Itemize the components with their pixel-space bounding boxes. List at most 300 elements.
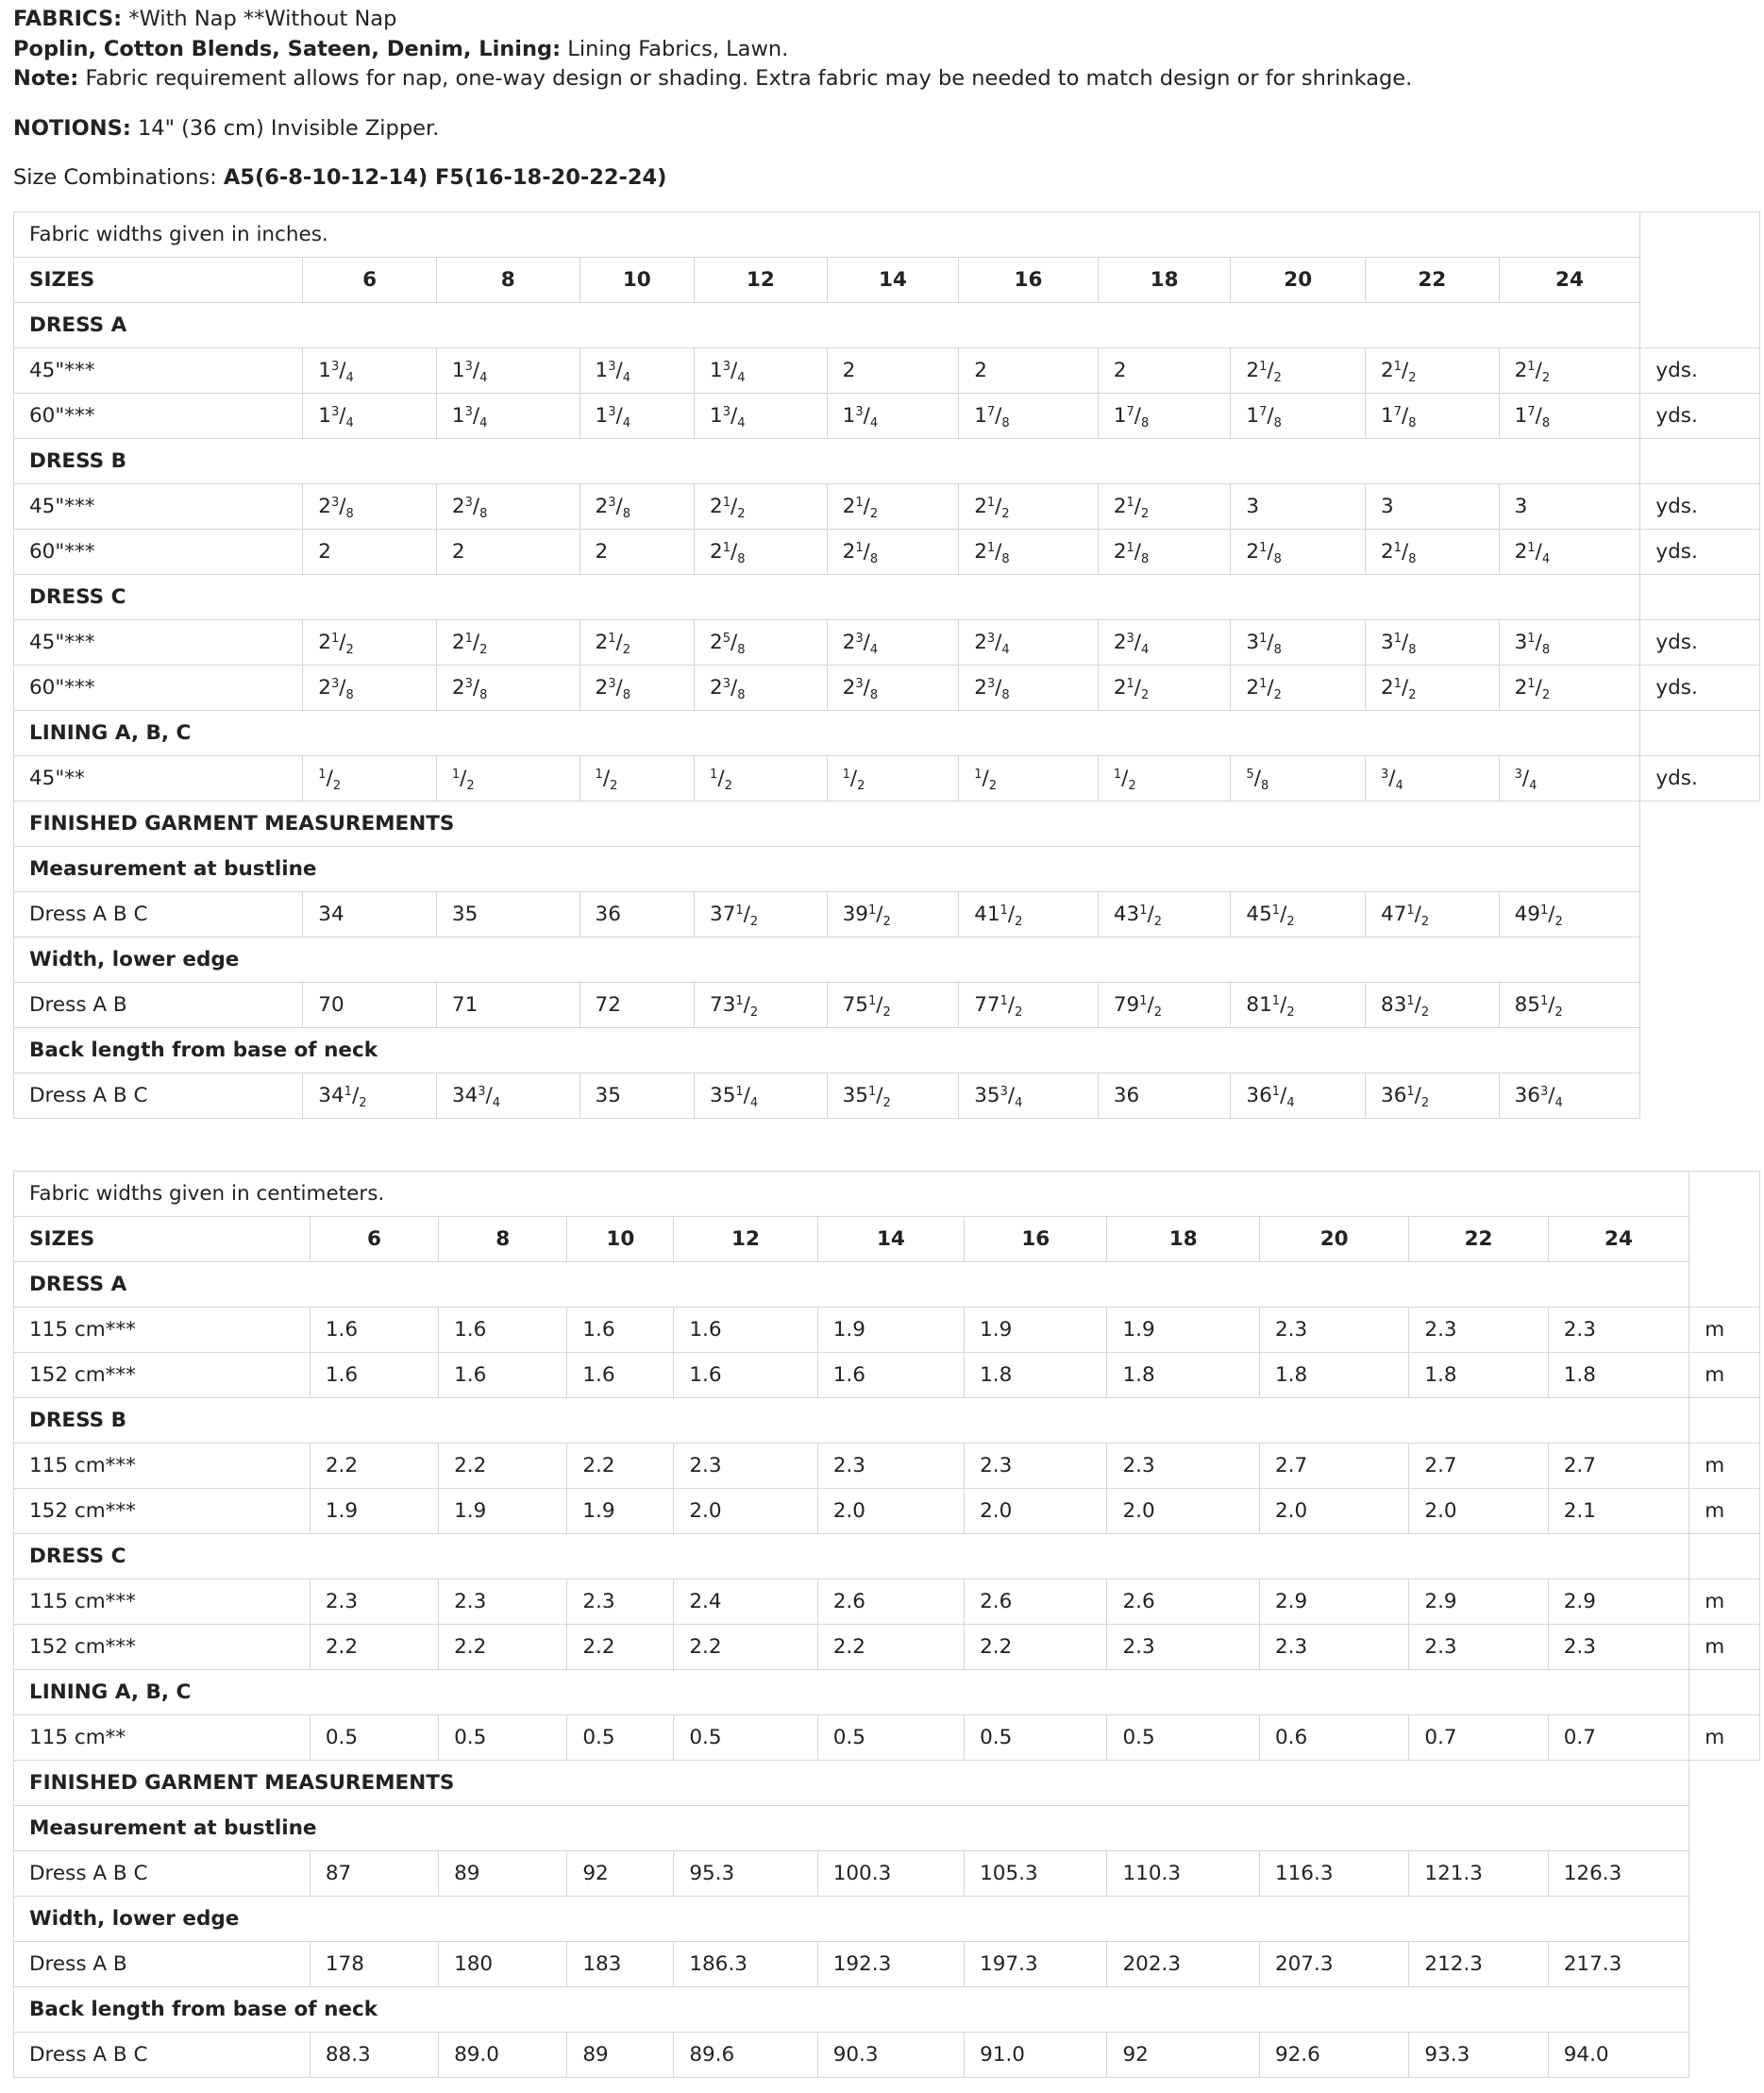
value-cell	[1107, 1851, 1259, 1897]
value-cell	[817, 1579, 964, 1625]
value-text: 2.3	[454, 1590, 487, 1613]
value-text: 2.3	[582, 1590, 615, 1613]
size-header-16: 16	[959, 258, 1099, 303]
size-header-14: 14	[817, 1217, 964, 1262]
value-text: 0.5	[325, 1726, 359, 1749]
value-text: $^3/_4$	[1514, 767, 1537, 793]
value-cell	[827, 1073, 959, 1119]
value-cell	[1098, 892, 1231, 937]
value-text: $34^3/_4$	[451, 1084, 501, 1110]
group-row	[14, 439, 1760, 484]
value-cell	[1366, 348, 1500, 394]
value-cell	[580, 892, 695, 937]
value-cell	[817, 1851, 964, 1897]
value-cell	[1548, 1443, 1689, 1489]
value-cell	[1409, 1489, 1548, 1534]
value-cell	[959, 530, 1099, 575]
group-row	[14, 1806, 1760, 1851]
value-text: 1.6	[454, 1363, 487, 1387]
value-text: $2^1/_2$	[1113, 676, 1150, 702]
notions-label: NOTIONS:	[13, 116, 131, 141]
value-text: $2^1/_2$	[1381, 676, 1417, 702]
value-text: 2.7	[1274, 1454, 1308, 1477]
unit-cell: yds.	[1640, 348, 1760, 394]
value-cell	[1098, 1073, 1231, 1119]
value-cell	[567, 1625, 674, 1670]
value-text: 91.0	[980, 2043, 1025, 2067]
value-cell	[959, 892, 1099, 937]
value-text: 2.3	[832, 1454, 865, 1477]
value-cell	[1259, 1579, 1408, 1625]
table-row	[14, 1353, 1760, 1398]
value-text: $1^3/_4$	[710, 404, 746, 430]
value-text: $2^3/_8$	[451, 495, 488, 521]
value-text: 1.6	[454, 1318, 487, 1342]
value-cell	[695, 394, 828, 439]
value-text: $77^1/_2$	[974, 993, 1023, 1020]
group-row	[14, 937, 1760, 983]
value-cell	[1259, 1625, 1408, 1670]
unit-blank-cell	[1640, 711, 1760, 756]
value-cell	[1499, 756, 1640, 802]
value-cell	[303, 756, 437, 802]
value-cell	[959, 484, 1099, 530]
value-text: 2.3	[1563, 1635, 1596, 1659]
table-row	[14, 1715, 1760, 1761]
value-text: 2.7	[1424, 1454, 1457, 1477]
value-cell	[436, 892, 580, 937]
value-cell	[674, 1443, 817, 1489]
value-text: $^1/_2$	[710, 767, 732, 793]
value-text: 2.6	[1122, 1590, 1155, 1613]
value-text: 192.3	[832, 1952, 892, 1976]
value-text: 2.3	[1274, 1318, 1308, 1342]
row-label: 115 cm***	[14, 1443, 311, 1489]
value-cell	[674, 1489, 817, 1534]
value-cell	[1409, 1715, 1548, 1761]
table-row	[14, 756, 1760, 802]
table-row	[14, 484, 1760, 530]
section-heading: Back length from base of neck	[14, 1028, 1640, 1073]
value-text: $73^1/_2$	[710, 993, 759, 1020]
value-cell	[310, 1308, 438, 1353]
value-cell	[310, 1353, 438, 1398]
value-cell	[1409, 1353, 1548, 1398]
value-text: $2^3/_4$	[1113, 631, 1150, 657]
value-text: 3	[1246, 495, 1260, 518]
value-cell	[1259, 1353, 1408, 1398]
value-cell	[303, 983, 437, 1028]
group-heading: LINING A, B, C	[14, 1670, 1689, 1715]
value-cell	[1107, 1489, 1259, 1534]
value-text: $2^1/_2$	[595, 631, 631, 657]
value-text: 2.0	[689, 1499, 722, 1523]
value-cell	[580, 348, 695, 394]
table-row	[14, 1073, 1760, 1119]
group-row	[14, 1262, 1760, 1308]
value-cell	[1548, 2033, 1689, 2078]
value-cell	[1098, 983, 1231, 1028]
value-text: $2^3/_8$	[710, 676, 746, 702]
value-text: 2.3	[1424, 1635, 1457, 1659]
value-cell	[1098, 394, 1231, 439]
value-cell	[959, 666, 1099, 711]
value-cell	[817, 1443, 964, 1489]
value-cell	[310, 1942, 438, 1987]
value-cell	[1409, 1579, 1548, 1625]
value-cell	[439, 1308, 567, 1353]
row-label: 60"***	[14, 394, 303, 439]
value-cell	[1366, 892, 1500, 937]
value-text: 2.3	[1563, 1318, 1596, 1342]
value-text: 0.5	[454, 1726, 487, 1749]
value-text: 35	[595, 1084, 621, 1107]
unit-blank-cell	[1640, 439, 1760, 484]
value-cell	[580, 394, 695, 439]
value-text: $2^5/_8$	[710, 631, 746, 657]
value-cell	[567, 1942, 674, 1987]
value-text: $^1/_2$	[1113, 767, 1136, 793]
value-cell	[965, 1353, 1107, 1398]
value-text: $2^3/_4$	[974, 631, 1010, 657]
value-cell	[695, 348, 828, 394]
value-cell	[959, 394, 1099, 439]
group-heading: DRESS A	[14, 1262, 1689, 1308]
section-heading: Measurement at bustline	[14, 1806, 1689, 1851]
value-text: $^3/_4$	[1381, 767, 1403, 793]
size-header-12: 12	[674, 1217, 817, 1262]
value-cell	[674, 1851, 817, 1897]
value-text: $83^1/_2$	[1381, 993, 1430, 1020]
value-cell	[1366, 620, 1500, 666]
value-cell	[303, 892, 437, 937]
value-text: 2.0	[1122, 1499, 1155, 1523]
unit-cell: m	[1689, 1443, 1760, 1489]
value-cell	[1107, 1715, 1259, 1761]
group-row	[14, 1028, 1760, 1073]
value-cell	[827, 620, 959, 666]
value-text: 183	[582, 1952, 622, 1976]
value-cell	[965, 1715, 1107, 1761]
value-text: $35^1/_4$	[710, 1084, 759, 1110]
group-row	[14, 303, 1760, 348]
value-text: $2^1/_2$	[1246, 676, 1282, 702]
note-line	[13, 63, 1412, 93]
value-cell	[827, 348, 959, 394]
value-cell	[303, 620, 437, 666]
value-text: 180	[454, 1952, 494, 1976]
value-text: $37^1/_2$	[710, 903, 759, 929]
table-row	[14, 666, 1760, 711]
value-cell	[580, 484, 695, 530]
value-cell	[567, 1308, 674, 1353]
value-text: 0.5	[1122, 1726, 1155, 1749]
value-text: $1^7/_8$	[1381, 404, 1417, 430]
row-label: 115 cm***	[14, 1579, 311, 1625]
value-cell	[303, 666, 437, 711]
value-cell	[827, 530, 959, 575]
table-row	[14, 1489, 1760, 1534]
value-text: $2^3/_8$	[595, 676, 631, 702]
size-header-24: 24	[1499, 258, 1640, 303]
unit-blank-cell	[1689, 1534, 1760, 1579]
group-heading: DRESS B	[14, 1398, 1689, 1443]
value-text: $2^3/_8$	[595, 495, 631, 521]
value-cell	[1098, 666, 1231, 711]
value-cell	[959, 348, 1099, 394]
value-text: 89.6	[689, 2043, 735, 2067]
unit-blank-cell	[1689, 1398, 1760, 1443]
unit-cell: yds.	[1640, 484, 1760, 530]
value-cell	[1107, 1942, 1259, 1987]
value-cell	[1259, 2033, 1408, 2078]
value-cell	[959, 1073, 1099, 1119]
value-text: 2.3	[1274, 1635, 1308, 1659]
value-cell	[817, 1625, 964, 1670]
value-cell	[965, 1579, 1107, 1625]
value-text: $2^1/_8$	[974, 540, 1010, 566]
table-row	[14, 1625, 1760, 1670]
value-text: 212.3	[1424, 1952, 1483, 1976]
value-cell	[1231, 666, 1366, 711]
value-cell	[817, 1308, 964, 1353]
value-text: 2	[595, 540, 609, 564]
value-text: $34^1/_2$	[318, 1084, 367, 1110]
value-cell	[436, 530, 580, 575]
value-text: 0.5	[582, 1726, 615, 1749]
table-row	[14, 983, 1760, 1028]
value-cell	[965, 1308, 1107, 1353]
value-text: $2^1/_2$	[318, 631, 354, 657]
value-cell	[827, 892, 959, 937]
value-cell	[310, 1579, 438, 1625]
group-row	[14, 1987, 1760, 2033]
value-text: $2^3/_8$	[974, 676, 1010, 702]
value-cell	[1499, 484, 1640, 530]
value-cell	[1366, 530, 1500, 575]
value-cell	[1499, 348, 1640, 394]
value-cell	[1548, 1851, 1689, 1897]
group-heading: DRESS C	[14, 575, 1640, 620]
value-text: 2.6	[980, 1590, 1013, 1613]
value-text: $2^1/_8$	[842, 540, 879, 566]
value-text: 0.7	[1563, 1726, 1596, 1749]
value-text: $1^3/_4$	[595, 359, 631, 385]
value-cell	[695, 484, 828, 530]
value-text: $2^3/_4$	[842, 631, 879, 657]
row-label: Dress A B C	[14, 2033, 311, 2078]
value-text: $36^1/_4$	[1246, 1084, 1295, 1110]
value-cell	[674, 2033, 817, 2078]
value-text: 186.3	[689, 1952, 748, 1976]
value-text: $2^1/_4$	[1514, 540, 1551, 566]
value-text: 36	[595, 903, 621, 926]
value-text: $81^1/_2$	[1246, 993, 1295, 1020]
value-cell	[303, 394, 437, 439]
value-text: 2.0	[980, 1499, 1013, 1523]
row-label: 60"***	[14, 666, 303, 711]
value-cell	[1259, 1308, 1408, 1353]
row-label: 152 cm***	[14, 1625, 311, 1670]
value-cell	[674, 1625, 817, 1670]
sizes-label: SIZES	[14, 1217, 311, 1262]
value-cell	[965, 1942, 1107, 1987]
row-label: Dress A B C	[14, 1851, 311, 1897]
value-text: 1.9	[454, 1499, 487, 1523]
fabrics-line	[13, 4, 396, 34]
value-cell	[965, 2033, 1107, 2078]
value-text: $36^3/_4$	[1514, 1084, 1563, 1110]
value-text: $35^1/_2$	[842, 1084, 891, 1110]
value-text: 207.3	[1274, 1952, 1334, 1976]
value-text: $1^3/_4$	[318, 404, 354, 430]
size-header-10: 10	[567, 1217, 674, 1262]
row-label: 45"***	[14, 484, 303, 530]
size-header-16: 16	[965, 1217, 1107, 1262]
value-cell	[436, 756, 580, 802]
row-label: 45"***	[14, 348, 303, 394]
value-cell	[1231, 530, 1366, 575]
value-cell	[695, 620, 828, 666]
value-cell	[1231, 892, 1366, 937]
value-text: 121.3	[1424, 1862, 1483, 1885]
value-text: $2^1/_2$	[842, 495, 879, 521]
value-text: $1^3/_4$	[595, 404, 631, 430]
group-row	[14, 711, 1760, 756]
value-text: 2	[974, 359, 987, 382]
row-label: Dress A B C	[14, 1073, 303, 1119]
value-text: 95.3	[689, 1862, 735, 1885]
value-cell	[959, 756, 1099, 802]
right-blank-area	[1689, 1761, 1760, 2078]
table-caption: Fabric widths given in inches.	[14, 212, 1640, 258]
size-combinations-line	[13, 162, 666, 193]
value-cell	[1259, 1942, 1408, 1987]
value-text: 92.6	[1274, 2043, 1320, 2067]
row-label: 115 cm***	[14, 1308, 311, 1353]
value-text: $41^1/_2$	[974, 903, 1023, 929]
value-cell	[695, 1073, 828, 1119]
size-header-8: 8	[439, 1217, 567, 1262]
value-cell	[303, 348, 437, 394]
value-text: 3	[1381, 495, 1394, 518]
value-text: $45^1/_2$	[1246, 903, 1295, 929]
value-text: 2.3	[1122, 1454, 1155, 1477]
centimeters-table	[13, 1171, 1760, 2078]
value-text: $^5/_8$	[1246, 767, 1269, 793]
value-text: $1^3/_4$	[318, 359, 354, 385]
value-cell	[567, 1489, 674, 1534]
value-text: 2.4	[689, 1590, 722, 1613]
group-row	[14, 575, 1760, 620]
size-header-22: 22	[1409, 1217, 1548, 1262]
value-cell	[1548, 1942, 1689, 1987]
group-row	[14, 802, 1760, 847]
note-text: Fabric requirement allows for nap, one-way design or shading. Extra fabric may be needed to match design or for shrinkage.	[78, 66, 1413, 91]
value-cell	[436, 620, 580, 666]
value-text: 2.2	[325, 1635, 359, 1659]
value-text: 1.8	[1274, 1363, 1308, 1387]
value-text: 36	[1113, 1084, 1140, 1107]
table-row	[14, 1851, 1760, 1897]
unit-cell: m	[1689, 1625, 1760, 1670]
group-row	[14, 1761, 1760, 1806]
value-cell	[1231, 484, 1366, 530]
value-cell	[436, 666, 580, 711]
fabric-types-text: Lining Fabrics, Lawn.	[561, 37, 789, 61]
value-text: $1^3/_4$	[842, 404, 879, 430]
value-text: 0.7	[1424, 1726, 1457, 1749]
value-cell	[959, 983, 1099, 1028]
corner-blank-cell	[1640, 212, 1760, 348]
size-header-24: 24	[1548, 1217, 1689, 1262]
value-text: 94.0	[1563, 2043, 1609, 2067]
value-text: 2.7	[1563, 1454, 1596, 1477]
value-cell	[310, 1443, 438, 1489]
value-cell	[1366, 484, 1500, 530]
value-cell	[965, 1489, 1107, 1534]
value-text: 105.3	[980, 1862, 1038, 1885]
value-cell	[436, 484, 580, 530]
value-cell	[965, 1443, 1107, 1489]
value-text: 1.6	[689, 1363, 722, 1387]
value-cell	[1409, 1625, 1548, 1670]
row-label: 152 cm***	[14, 1489, 311, 1534]
table-row	[14, 892, 1760, 937]
value-cell	[303, 484, 437, 530]
value-cell	[817, 1353, 964, 1398]
size-combinations-value: A5(6-8-10-12-14) F5(16-18-20-22-24)	[223, 165, 667, 190]
value-text: $1^3/_4$	[710, 359, 746, 385]
value-text: 126.3	[1563, 1862, 1622, 1885]
value-cell	[580, 1073, 695, 1119]
inches-table	[13, 211, 1760, 1119]
value-text: 89	[454, 1862, 480, 1885]
value-text: 90.3	[832, 2043, 879, 2067]
value-cell	[695, 892, 828, 937]
value-text: $1^7/_8$	[1246, 404, 1282, 430]
value-cell	[310, 1851, 438, 1897]
value-text: 2.3	[1424, 1318, 1457, 1342]
value-cell	[674, 1308, 817, 1353]
group-heading: DRESS B	[14, 439, 1640, 484]
value-cell	[1499, 892, 1640, 937]
notions-text: 14" (36 cm) Invisible Zipper.	[130, 116, 440, 141]
group-row	[14, 1534, 1760, 1579]
table-row	[14, 394, 1760, 439]
row-label: Dress A B	[14, 1942, 311, 1987]
group-heading: LINING A, B, C	[14, 711, 1640, 756]
value-cell	[817, 1942, 964, 1987]
value-cell	[674, 1715, 817, 1761]
value-text: 0.6	[1274, 1726, 1308, 1749]
row-label: 60"***	[14, 530, 303, 575]
value-text: 2.2	[689, 1635, 722, 1659]
value-text: 2	[451, 540, 465, 564]
notions-line	[13, 113, 439, 143]
value-text: 2.2	[980, 1635, 1013, 1659]
value-cell	[1107, 1353, 1259, 1398]
row-label: Dress A B C	[14, 892, 303, 937]
size-header-14: 14	[827, 258, 959, 303]
value-text: 1.6	[832, 1363, 865, 1387]
value-text: 89.0	[454, 2043, 499, 2067]
value-cell	[1366, 1073, 1500, 1119]
value-cell	[439, 1942, 567, 1987]
table-row	[14, 1308, 1760, 1353]
unit-cell: m	[1689, 1308, 1760, 1353]
value-cell	[1409, 1851, 1548, 1897]
